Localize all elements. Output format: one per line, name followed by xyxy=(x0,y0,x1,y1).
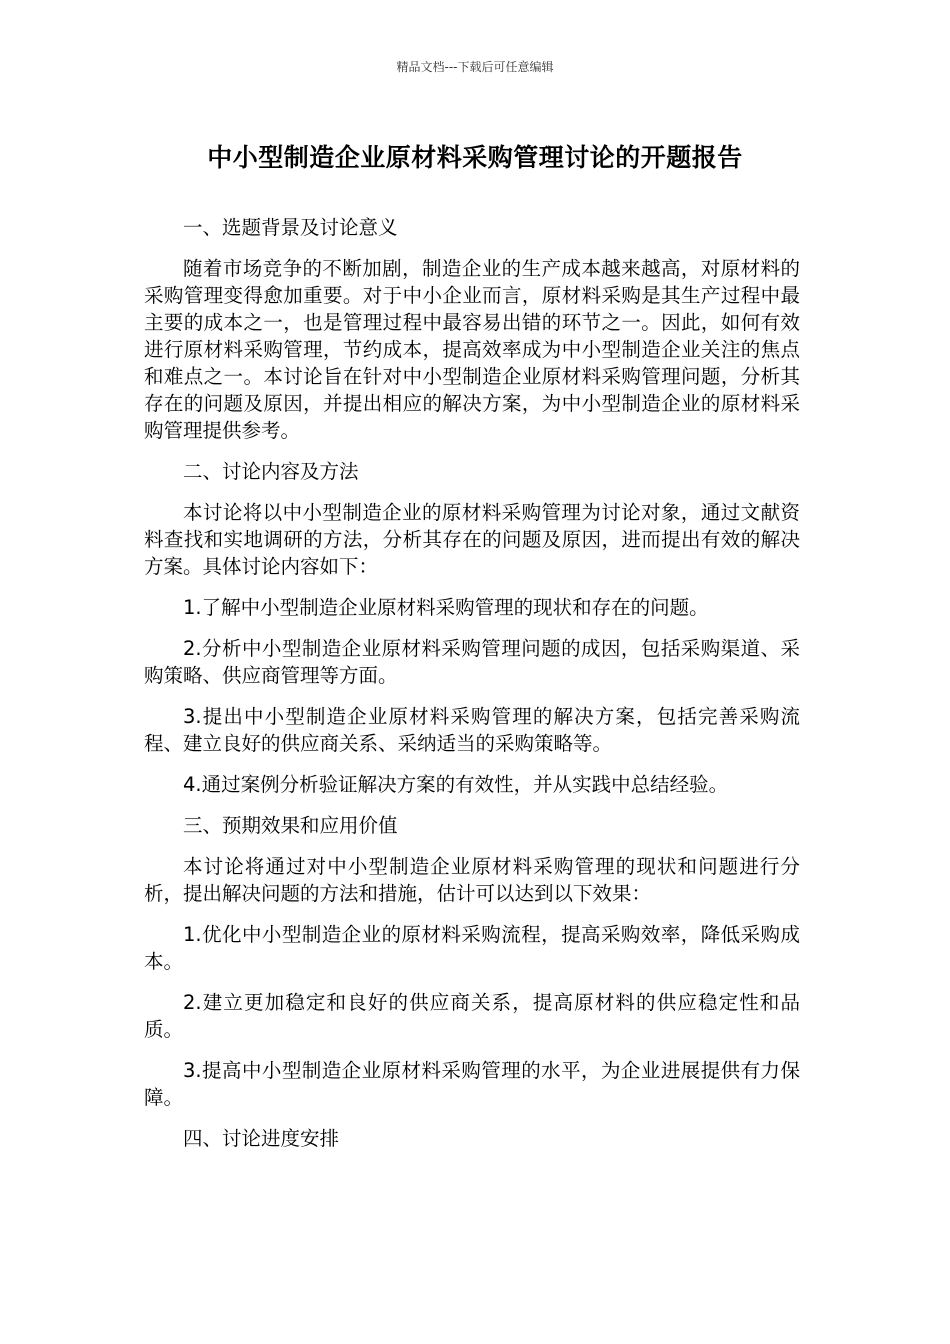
document-title: 中小型制造企业原材料采购管理讨论的开题报告 xyxy=(207,143,743,172)
section-heading-content-method: 二、讨论内容及方法 xyxy=(183,460,359,483)
list-item: 2.分析中小型制造企业原材料采购管理问题的成因，包括采购渠道、采购策略、供应商管理等方面。 xyxy=(144,637,800,687)
paragraph-content-method: 本讨论将以中小型制造企业的原材料采购管理为讨论对象，通过文献资料查找和实地调研的方法，分析其存在的问题及原因，进而提出有效的解决方案。具体讨论内容如下： xyxy=(144,501,800,578)
list-item: 1.了解中小型制造企业原材料采购管理的现状和存在的问题。 xyxy=(183,596,709,619)
list-item: 2.建立更加稳定和良好的供应商关系，提高原材料的供应稳定性和品质。 xyxy=(144,991,800,1041)
list-item: 1.优化中小型制造企业的原材料采购流程，提高采购效率，降低采购成本。 xyxy=(144,923,800,973)
list-item: 4.通过案例分析验证解决方案的有效性，并从实践中总结经验。 xyxy=(183,773,729,796)
list-item: 3.提高中小型制造企业原材料采购管理的水平，为企业进展提供有力保障。 xyxy=(144,1059,800,1109)
paragraph-background: 随着市场竞争的不断加剧，制造企业的生产成本越来越高，对原材料的采购管理变得愈加重要。对于中小企业而言，原材料采购是其生产过程中最主要的成本之一，也是管理过程中最容易出错的环节之一。因此，如何有效进行原材料采购管理，节约成本，提高效率成为中小型制造企业关注的焦点和难点之一。本讨论旨在针对中小型制造企业原材料采购管理问题，分析其存在的问题及原因，并提出相应的解决方案，为中小型制造企业的原材料采购管理提供参考。 xyxy=(144,257,800,442)
page-header-note: 精品文档---下载后可任意编辑 xyxy=(396,60,554,74)
section-heading-background: 一、选题背景及讨论意义 xyxy=(183,216,398,239)
section-heading-expected-effects: 三、预期效果和应用价值 xyxy=(183,814,398,837)
document-body xyxy=(144,214,800,1166)
section-heading-schedule: 四、讨论进度安排 xyxy=(183,1127,340,1150)
paragraph-expected-effects: 本讨论将通过对中小型制造企业原材料采购管理的现状和问题进行分析，提出解决问题的方法和措施，估计可以达到以下效果： xyxy=(144,855,800,905)
list-item: 3.提出中小型制造企业原材料采购管理的解决方案，包括完善采购流程、建立良好的供应商关系、采纳适当的采购策略等。 xyxy=(144,705,800,755)
